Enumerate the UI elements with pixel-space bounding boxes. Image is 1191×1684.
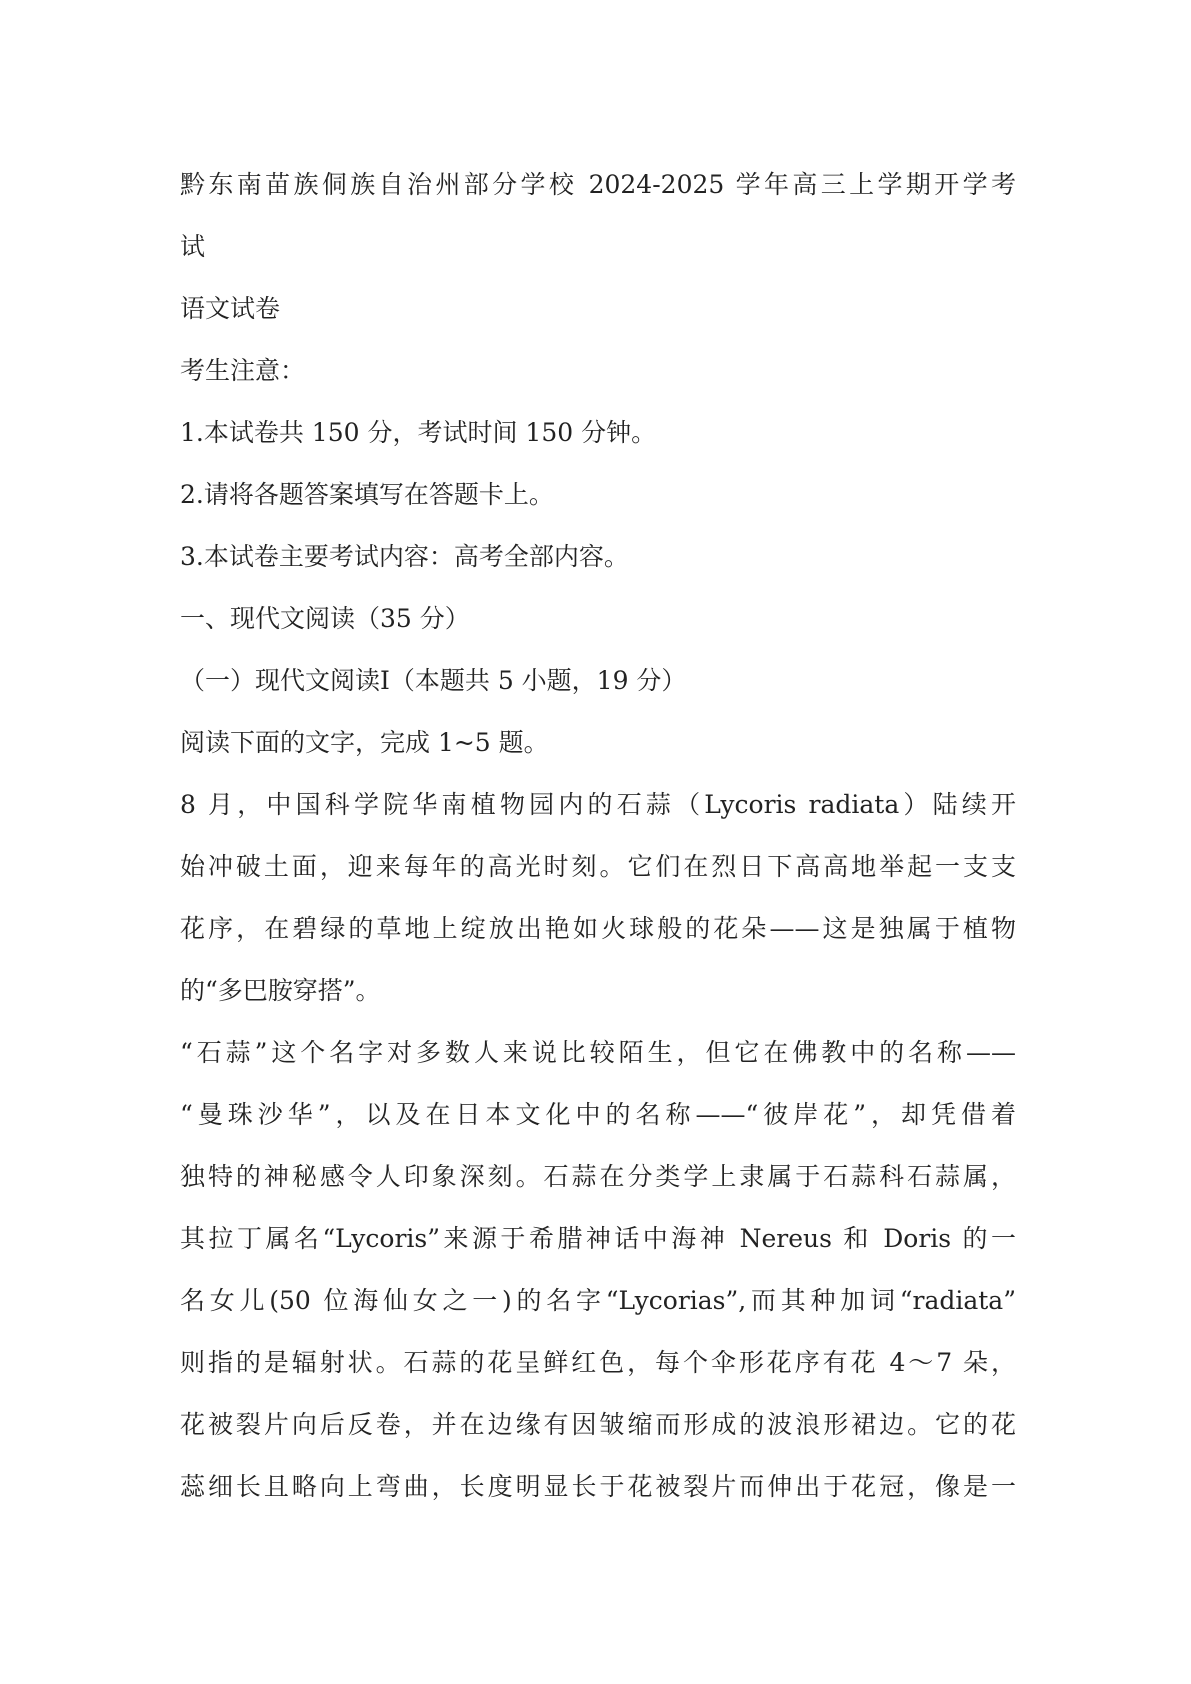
paragraph-line: 独特的神秘感令人印象深刻。石蒜在分类学上隶属于石蒜科石蒜属， <box>180 1162 1016 1191</box>
passage-paragraph-1 <box>180 774 1020 1022</box>
exam-title-line-2: 试 <box>180 232 206 261</box>
paragraph-line: 始冲破土面，迎来每年的高光时刻。它们在烈日下高高地举起一支支 <box>180 852 1016 881</box>
paragraph-line: “石蒜”这个名字对多数人来说比较陌生，但它在佛教中的名称—— <box>180 1038 1016 1067</box>
paragraph-line: 花被裂片向后反卷，并在边缘有因皱缩而形成的波浪形裙边。它的花 <box>180 1410 1016 1439</box>
paragraph-line: 其拉丁属名“Lycoris”来源于希腊神话中海神 Nereus 和 Doris 的一 <box>180 1224 1016 1253</box>
paragraph-line: 花序，在碧绿的草地上绽放出艳如火球般的花朵——这是独属于植物 <box>180 914 1016 943</box>
section-heading: 一、现代文阅读（35 分） <box>180 604 470 633</box>
notice-item-3: 3.本试卷主要考试内容：高考全部内容。 <box>180 542 629 571</box>
paragraph-line: “曼珠沙华”，以及在日本文化中的名称——“彼岸花”，却凭借着 <box>180 1100 1016 1129</box>
passage-paragraph-2 <box>180 1022 1020 1518</box>
subject-title: 语文试卷 <box>180 294 281 323</box>
exam-page <box>180 154 1020 1518</box>
notice-item-2: 2.请将各题答案填写在答题卡上。 <box>180 480 554 509</box>
paragraph-line: 蕊细长且略向上弯曲，长度明显长于花被裂片而伸出于花冠，像是一 <box>180 1472 1016 1501</box>
paragraph-line: 名女儿(50 位海仙女之一)的名字“Lycorias”,而其种加词“radiata” <box>180 1286 1016 1315</box>
notice-heading: 考生注意： <box>180 356 306 385</box>
reading-instruction: 阅读下面的文字，完成 1~5 题。 <box>180 728 549 757</box>
exam-title-line-1: 黔东南苗族侗族自治州部分学校 2024-2025 学年高三上学期开学考 <box>180 170 1016 199</box>
notice-item-1: 1.本试卷共 150 分，考试时间 150 分钟。 <box>180 418 657 447</box>
paragraph-line: 则指的是辐射状。石蒜的花呈鲜红色，每个伞形花序有花 4～7 朵， <box>180 1348 1016 1377</box>
paragraph-line: 8 月，中国科学院华南植物园内的石蒜（Lycoris radiata）陆续开 <box>180 790 1016 819</box>
paragraph-line: 的“多巴胺穿搭”。 <box>180 976 381 1005</box>
subsection-heading: （一）现代文阅读Ⅰ（本题共 5 小题，19 分） <box>180 666 687 695</box>
